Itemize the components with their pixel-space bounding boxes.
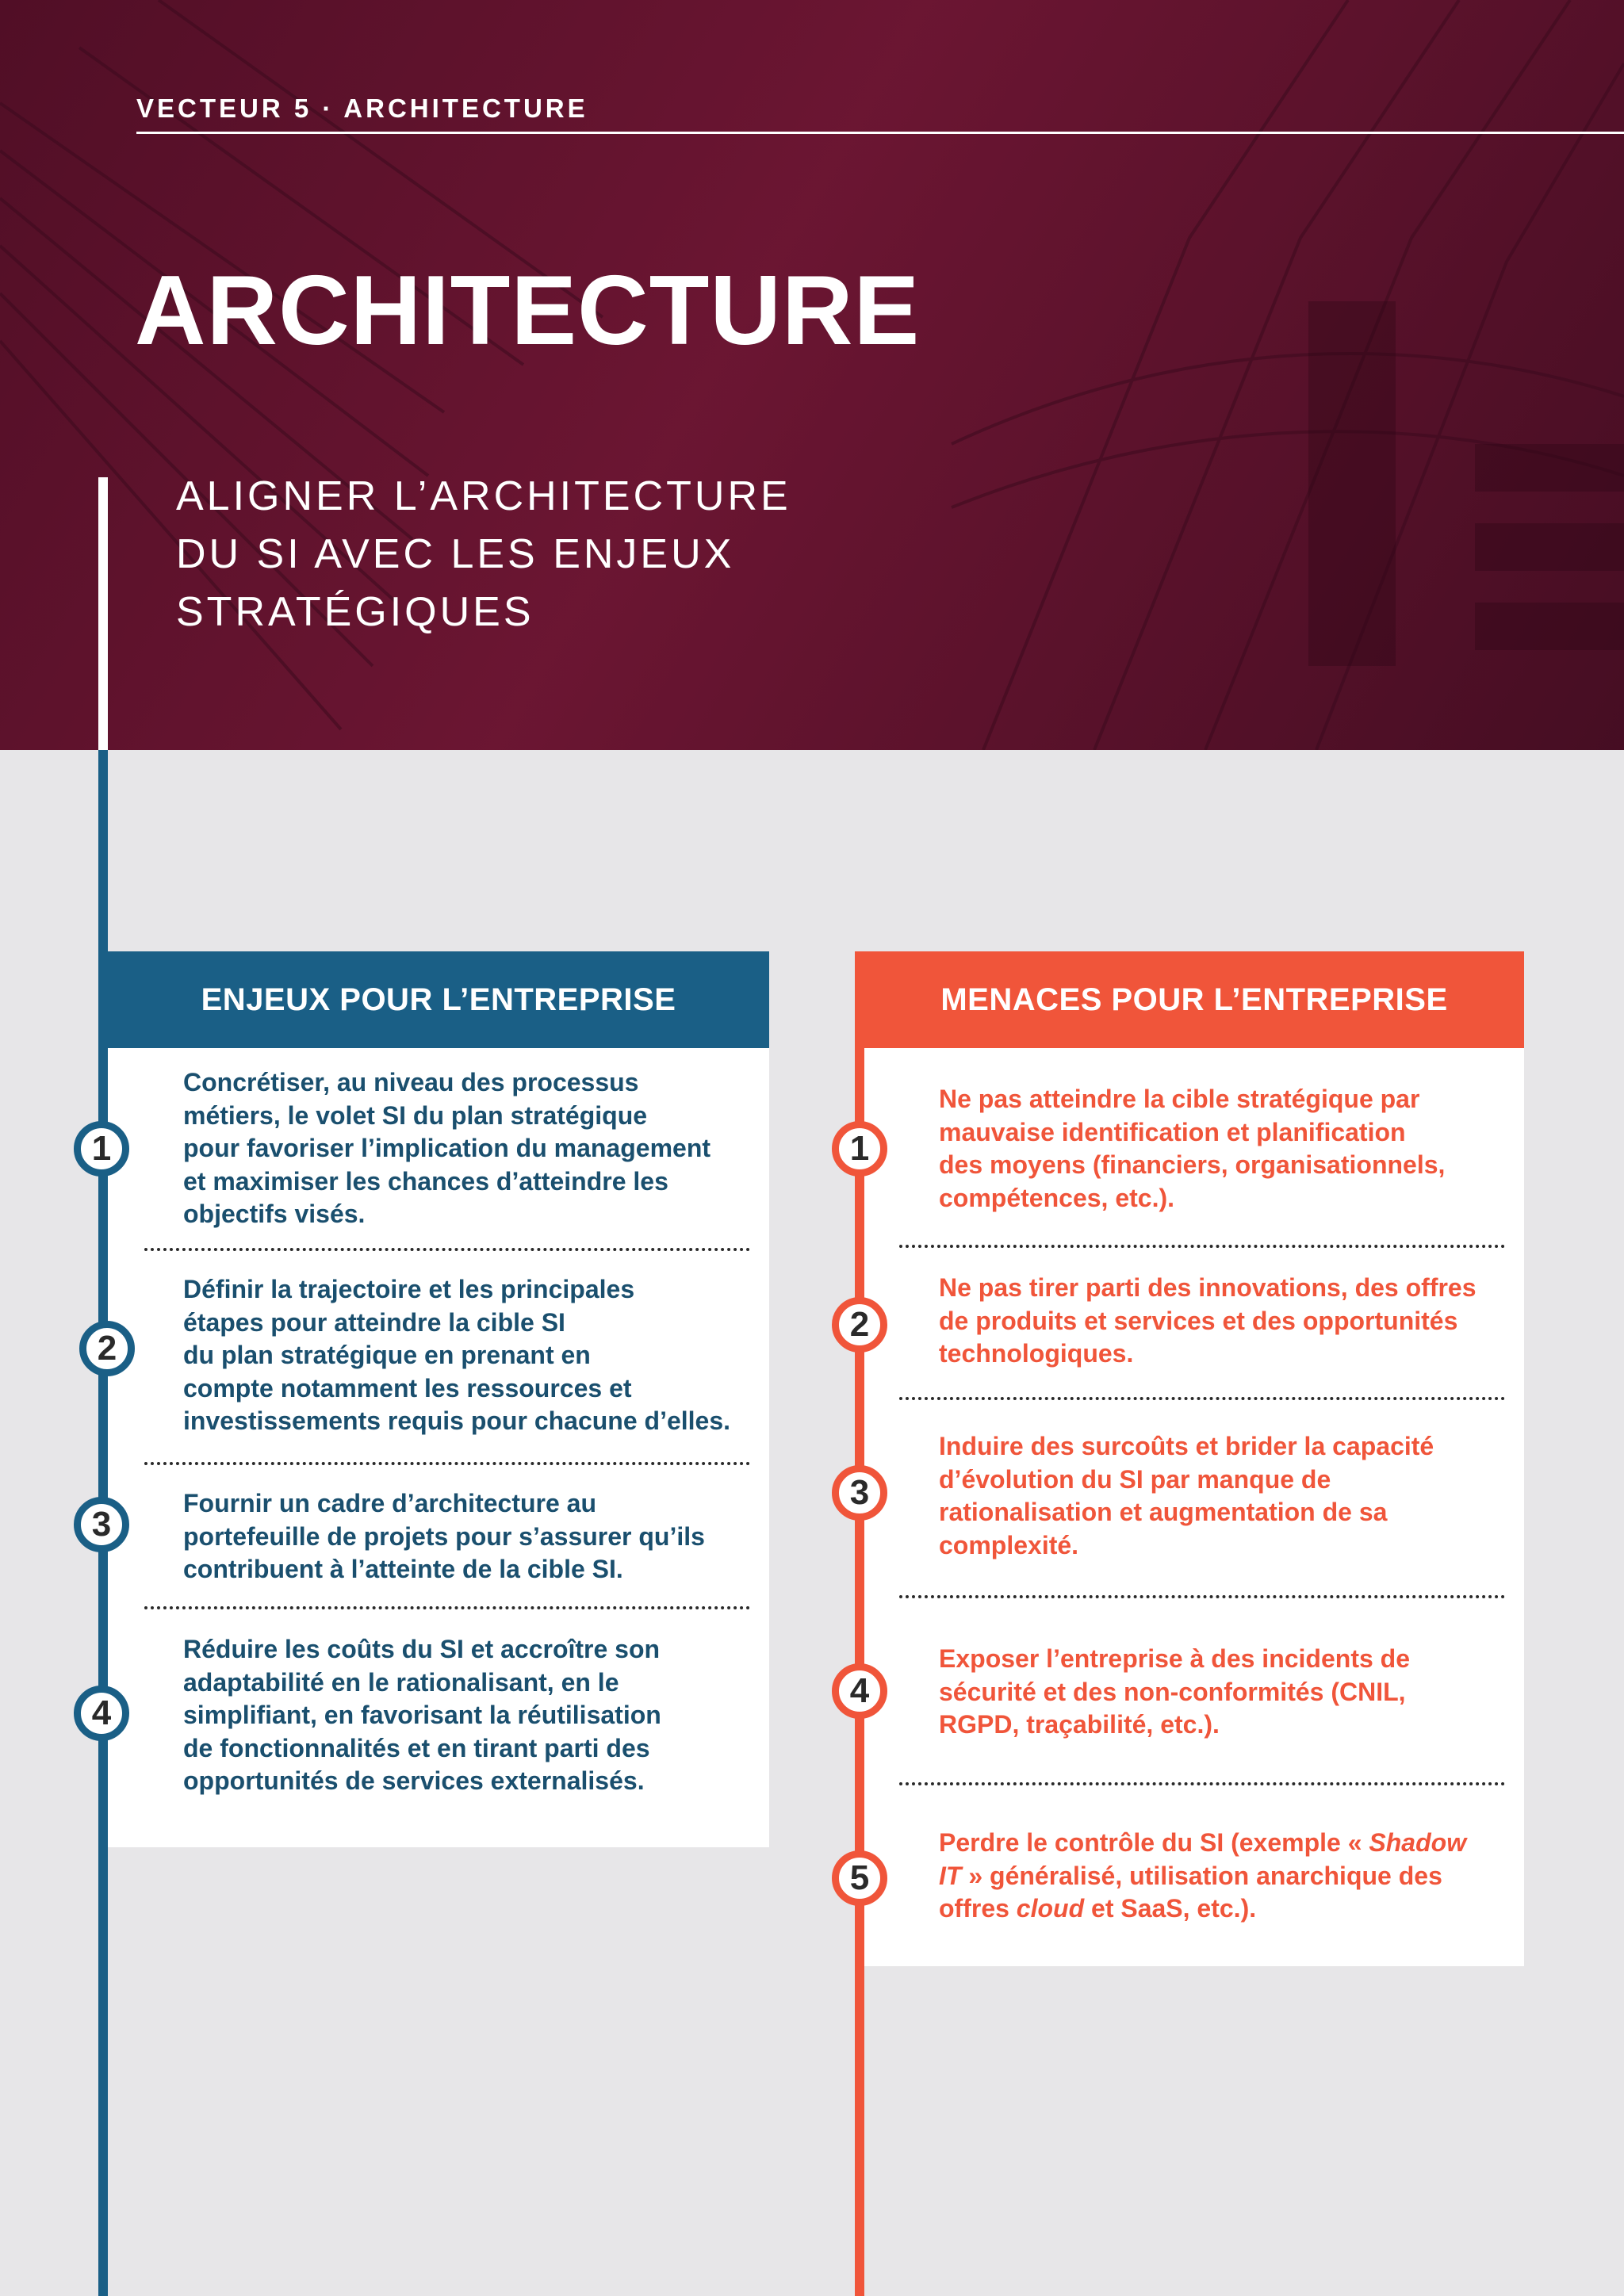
text-line: Définir la trajectoire et les principales [183,1275,635,1303]
text-line: Réduire les coûts du SI et accroître son [183,1635,661,1663]
emphasis-text: cloud [1016,1894,1085,1923]
eyebrow-rule [136,132,1624,134]
enjeux-heading: ENJEUX POUR L’ENTREPRISE [98,951,769,1048]
subtitle-line: ALIGNER L’ARCHITECTURE [176,473,791,519]
timeline-line-hero [98,477,108,750]
text-line: de produits et services et des opportunités [939,1306,1458,1335]
enjeux-item-1-text [183,1066,738,1231]
menaces-number-badge-2: 2 [832,1297,887,1353]
menaces-number-badge-3: 3 [832,1465,887,1521]
menaces-item-3-text [939,1430,1502,1562]
enjeux-number-badge-2: 2 [79,1321,135,1376]
enjeux-number-badge-3: 3 [74,1497,129,1552]
text-line: adaptabilité en le rationalisant, en le [183,1667,619,1697]
text-line: Perdre le contrôle du SI (exemple « [939,1828,1369,1857]
menaces-item-2-text [939,1272,1502,1371]
text-line: Concrétiser, au niveau des processus [183,1068,639,1096]
emphasis-text: IT [939,1861,962,1890]
item-separator [899,1595,1505,1598]
text-line: Ne pas atteindre la cible stratégique par [939,1085,1420,1113]
text-line: et maximiser les chances d’atteindre les [183,1166,668,1196]
text-line: contribuent à l’atteinte de la cible SI. [183,1555,623,1583]
text-line: technologiques. [939,1339,1134,1368]
section-eyebrow: VECTEUR 5 · ARCHITECTURE [136,94,588,123]
text-line: Fournir un cadre d’architecture au [183,1489,596,1517]
text-line: mauvaise identification et planification [939,1117,1406,1146]
text-line: des moyens (financiers, organisationnels, [939,1150,1446,1179]
enjeux-item-3-text [183,1487,738,1586]
text-line: et SaaS, etc.). [1084,1894,1257,1923]
menaces-item-5-text [939,1827,1502,1926]
text-line: simplifiant, en favorisant la réutilisation [183,1701,661,1729]
page-subtitle [176,468,890,641]
text-line: compétences, etc.). [939,1183,1174,1212]
item-separator [899,1397,1505,1400]
text-line: RGPD, traçabilité, etc.). [939,1710,1220,1739]
text-line: opportunités de services externalisés. [183,1766,645,1795]
subtitle-line: DU SI AVEC LES ENJEUX [176,531,735,577]
text-line: métiers, le volet SI du plan stratégique [183,1100,648,1130]
text-line: de fonctionnalités et en tirant parti des [183,1733,650,1762]
text-line: objectifs visés. [183,1200,366,1228]
text-line: offres [939,1894,1017,1923]
enjeux-number-badge-1: 1 [74,1121,129,1177]
text-line: Exposer l’entreprise à des incidents de [939,1644,1410,1673]
menaces-number-badge-1: 1 [832,1121,887,1177]
menaces-item-1-text [939,1083,1502,1215]
enjeux-item-2-text [183,1273,738,1438]
menaces-item-4-text [939,1643,1502,1742]
text-line: pour favoriser l’implication du management [183,1134,711,1162]
menaces-number-badge-5: 5 [832,1850,887,1906]
text-line: du plan stratégique en prenant en [183,1341,591,1369]
text-line: Induire des surcoûts et brider la capacité [939,1432,1434,1460]
text-line: d’évolution du SI par manque de [939,1464,1331,1494]
page-title: ARCHITECTURE [135,256,921,365]
item-separator [144,1248,750,1251]
item-separator [899,1782,1505,1785]
enjeux-number-badge-4: 4 [74,1686,129,1741]
subtitle-line: STRATÉGIQUES [176,589,534,635]
hero-banner [0,0,1624,750]
text-line: Ne pas tirer parti des innovations, des offres [939,1273,1477,1302]
text-line: compte notamment les ressources et [183,1373,632,1402]
text-line: investissements requis pour chacune d’elles. [183,1406,731,1435]
item-separator [144,1462,750,1465]
text-line: rationalisation et augmentation de sa [939,1498,1388,1526]
menaces-number-badge-4: 4 [832,1663,887,1719]
text-line: étapes pour atteindre la cible SI [183,1307,565,1337]
text-line: portefeuille de projets pour s’assurer qu’ils [183,1521,705,1551]
text-line: complexité. [939,1530,1079,1559]
emphasis-text: Shadow [1369,1828,1467,1857]
menaces-heading: MENACES POUR L’ENTREPRISE [855,951,1524,1048]
item-separator [899,1245,1505,1248]
text-line: sécurité et des non-conformités (CNIL, [939,1677,1406,1706]
text-line: » généralisé, utilisation anarchique des [961,1861,1442,1890]
enjeux-item-4-text [183,1633,738,1798]
item-separator [144,1606,750,1609]
